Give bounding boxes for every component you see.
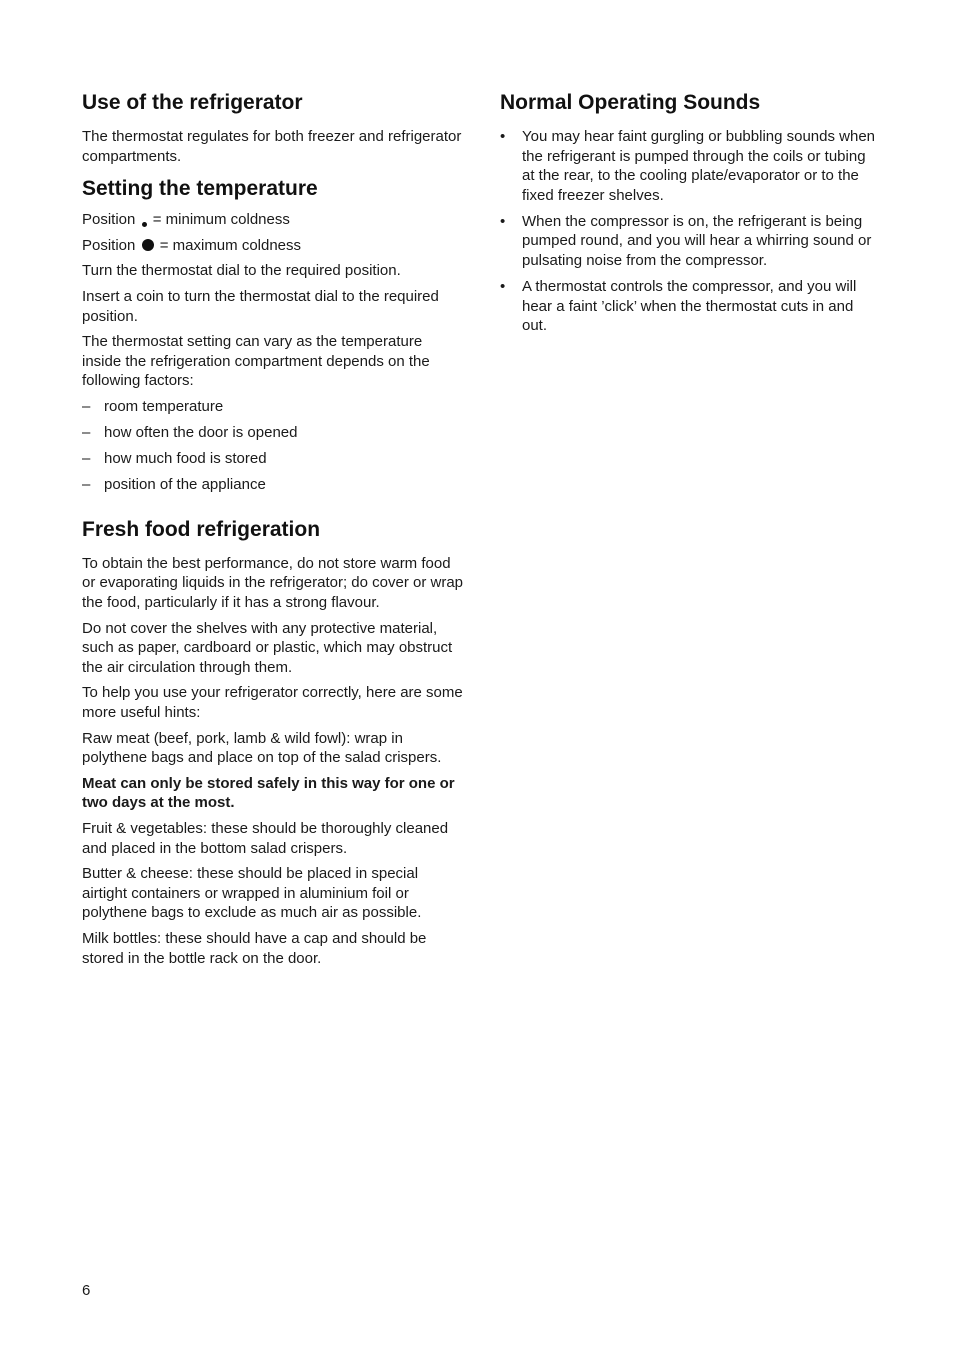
- right-column: [500, 90, 882, 342]
- left-column: [82, 90, 464, 974]
- dash-mark: –: [82, 397, 91, 415]
- position-max: [82, 236, 464, 256]
- turn-text: Turn the thermostat dial to the required position.: [82, 262, 401, 280]
- position-min-suffix: = minimum coldness: [152, 211, 290, 229]
- fresh-heading: Fresh food refrigeration: [82, 517, 321, 541]
- max-dot-icon: [142, 239, 154, 251]
- meat-warning: Meat can only be stored safely in this way for one or two days at the most.: [82, 774, 455, 812]
- list-item: [500, 212, 882, 271]
- page-number: 6: [82, 1282, 91, 1299]
- fresh-paragraph-4: Raw meat (beef, pork, lamb & wild fowl): wrap in polythene bags and place on top of the salad crispers.: [82, 729, 442, 767]
- position-min-prefix: Position: [82, 211, 136, 229]
- sounds-heading: Normal Operating Sounds: [500, 91, 761, 114]
- list-item: [500, 277, 882, 336]
- bullet-mark: •: [500, 278, 506, 296]
- position-min: [82, 210, 464, 230]
- position-max-suffix: = maximum coldness: [159, 236, 302, 254]
- vary-text: The thermostat setting can vary as the temperature inside the refrigeration compartment depends on the following factors:: [82, 333, 430, 390]
- list-item: [500, 127, 882, 205]
- use-heading: Use of the refrigerator: [82, 91, 303, 114]
- setting-heading: Setting the temperature: [82, 177, 318, 201]
- factor-text: room temperature: [104, 397, 224, 415]
- list-item: [82, 397, 464, 417]
- factor-text: how much food is stored: [104, 450, 267, 468]
- dash-mark: –: [82, 424, 91, 442]
- dash-mark: –: [82, 476, 91, 494]
- sounds-list: [500, 127, 882, 336]
- dash-mark: –: [82, 450, 91, 468]
- sound-text: When the compressor is on, the refrigerant is being pumped round, and you will hear a whirring sound or pulsating noise from the compressor.: [522, 212, 872, 270]
- coin-text: Insert a coin to turn the thermostat dial to the required position.: [82, 287, 439, 325]
- sound-text: A thermostat controls the compressor, and you will hear a faint ’click’ when the thermostat cuts in and out.: [522, 278, 857, 335]
- bullet-mark: •: [500, 128, 506, 145]
- fresh-paragraph-1: To obtain the best performance, do not store warm food or evaporating liquids in the refrigerator; do cover or wrap the food, particularly if it has a strong flavour.: [82, 554, 464, 611]
- fresh-paragraph-5: Fruit & vegetables: these should be thoroughly cleaned and placed in the bottom salad crispers.: [82, 819, 449, 857]
- use-text: The thermostat regulates for both freezer and refrigerator compartments.: [82, 128, 462, 165]
- fresh-paragraph-7: Milk bottles: these should have a cap and should be stored in the bottle rack on the door.: [82, 929, 427, 967]
- bullet-mark: •: [500, 212, 506, 230]
- factors-list: [82, 397, 464, 495]
- fresh-paragraph-3: To help you use your refrigerator correctly, here are some more useful hints:: [82, 684, 463, 721]
- list-item: [82, 449, 464, 469]
- list-item: [82, 475, 464, 495]
- sound-text: You may hear faint gurgling or bubbling sounds when the refrigerant is pumped through the coils or tubing at the rear, to the cooling plate/evaporator or to the fixed freezer shelves.: [522, 128, 876, 204]
- factor-text: how often the door is opened: [104, 424, 298, 442]
- min-dot-icon: [142, 222, 147, 227]
- factor-text: position of the appliance: [104, 476, 266, 494]
- fresh-paragraph-6: Butter & cheese: these should be placed in special airtight containers or wrapped in aluminium foil or polythene bags to exclude as much air as possible.: [82, 865, 422, 922]
- list-item: [82, 423, 464, 443]
- position-max-prefix: Position: [82, 236, 136, 254]
- fresh-paragraph-2: Do not cover the shelves with any protective material, such as paper, cardboard or plastic, which may obstruct the air circulation through them.: [82, 619, 453, 676]
